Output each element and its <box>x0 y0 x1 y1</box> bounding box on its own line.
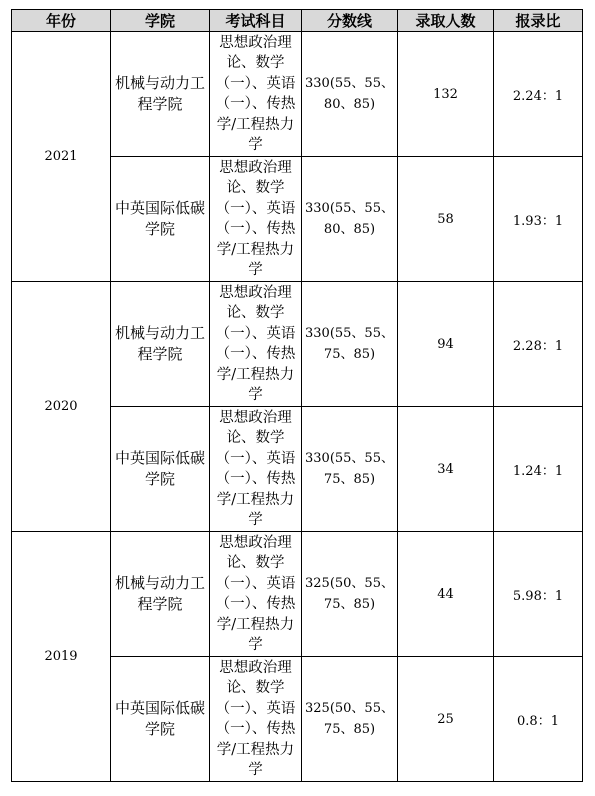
table-row <box>12 32 583 157</box>
header-row <box>12 10 583 32</box>
header-admitted: 录取人数 <box>398 10 494 32</box>
score-line-cell: 325(50、55、75、85) <box>302 657 398 782</box>
score-line-cell: 330(55、55、75、85) <box>302 282 398 407</box>
ratio-cell: 5.98：1 <box>494 532 583 657</box>
score-line-cell: 325(50、55、75、85) <box>302 532 398 657</box>
ratio-cell: 2.24：1 <box>494 32 583 157</box>
header-ratio: 报录比 <box>494 10 583 32</box>
school-cell: 机械与动力工程学院 <box>111 532 210 657</box>
subjects-cell: 思想政治理论、数学（一）、英语（一）、传热学/工程热力学 <box>210 407 302 532</box>
year-cell: 2021 <box>12 32 111 282</box>
admissions-table <box>11 9 583 782</box>
ratio-cell: 0.8：1 <box>494 657 583 782</box>
admitted-cell: 94 <box>398 282 494 407</box>
school-cell: 中英国际低碳学院 <box>111 157 210 282</box>
admitted-cell: 25 <box>398 657 494 782</box>
admitted-cell: 34 <box>398 407 494 532</box>
school-cell: 机械与动力工程学院 <box>111 32 210 157</box>
subjects-cell: 思想政治理论、数学（一）、英语（一）、传热学/工程热力学 <box>210 282 302 407</box>
admitted-cell: 132 <box>398 32 494 157</box>
subjects-cell: 思想政治理论、数学（一）、英语（一）、传热学/工程热力学 <box>210 32 302 157</box>
score-line-cell: 330(55、55、80、85) <box>302 157 398 282</box>
year-cell: 2019 <box>12 532 111 782</box>
score-line-cell: 330(55、55、80、85) <box>302 32 398 157</box>
table-row <box>12 282 583 407</box>
header-school: 学院 <box>111 10 210 32</box>
subjects-cell: 思想政治理论、数学（一）、英语（一）、传热学/工程热力学 <box>210 657 302 782</box>
year-cell: 2020 <box>12 282 111 532</box>
header-score-line: 分数线 <box>302 10 398 32</box>
ratio-cell: 1.93：1 <box>494 157 583 282</box>
header-year: 年份 <box>12 10 111 32</box>
school-cell: 中英国际低碳学院 <box>111 407 210 532</box>
admitted-cell: 44 <box>398 532 494 657</box>
ratio-cell: 2.28：1 <box>494 282 583 407</box>
school-cell: 中英国际低碳学院 <box>111 657 210 782</box>
table-row <box>12 532 583 657</box>
admitted-cell: 58 <box>398 157 494 282</box>
header-subjects: 考试科目 <box>210 10 302 32</box>
subjects-cell: 思想政治理论、数学（一）、英语（一）、传热学/工程热力学 <box>210 157 302 282</box>
school-cell: 机械与动力工程学院 <box>111 282 210 407</box>
ratio-cell: 1.24：1 <box>494 407 583 532</box>
subjects-cell: 思想政治理论、数学（一）、英语（一）、传热学/工程热力学 <box>210 532 302 657</box>
score-line-cell: 330(55、55、75、85) <box>302 407 398 532</box>
